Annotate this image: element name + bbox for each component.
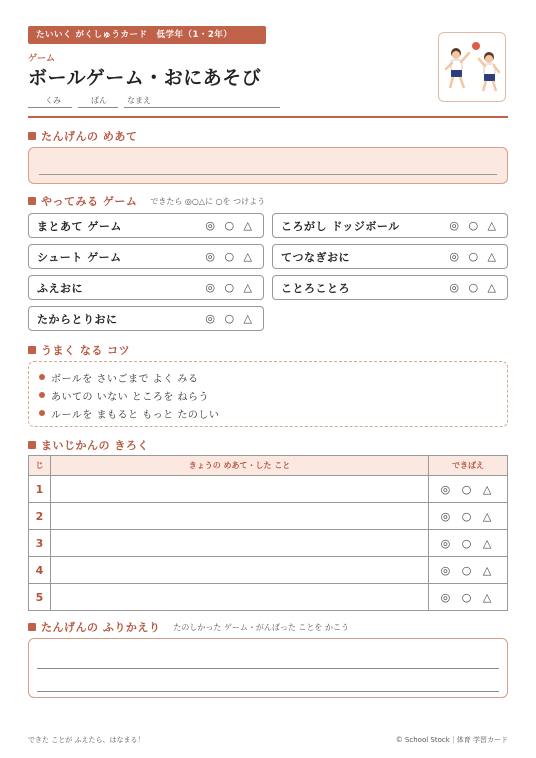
game-name: まとあて ゲーム	[37, 219, 122, 233]
writing-line	[37, 668, 499, 669]
page-title: ボールゲーム・おにあそび	[28, 67, 262, 89]
game-name: シュート ゲーム	[37, 250, 122, 264]
dot-bullet-icon	[39, 392, 45, 398]
game-name: ことろことろ	[281, 281, 350, 295]
tips-box	[28, 361, 508, 427]
footer-message: できた ことが ふえたら、はなまる！	[28, 736, 145, 744]
table-row	[29, 530, 508, 557]
period-number: 3	[29, 530, 51, 557]
class-field[interactable]	[28, 107, 72, 108]
card-type-badge: たいいく がくしゅうカード 低学年（1・2年）	[28, 26, 266, 44]
square-bullet-icon	[28, 441, 36, 449]
square-bullet-icon	[28, 132, 36, 140]
rating-marks[interactable]: ◎ ○ △	[429, 557, 508, 584]
goal-writing-box[interactable]	[28, 147, 508, 184]
tip-text: あいての いない ところを ねらう	[51, 391, 210, 403]
reflection-note: たのしかった ゲーム・がんばった ことを かこう	[173, 622, 349, 632]
table-row	[29, 584, 508, 611]
record-table	[28, 455, 508, 611]
period-number: 4	[29, 557, 51, 584]
game-name: ふえおに	[37, 281, 83, 295]
rating-marks[interactable]: ◎ ○ △	[429, 584, 508, 611]
number-label: ばん	[91, 96, 107, 105]
name-label: なまえ	[127, 96, 151, 105]
goal-cell[interactable]	[51, 584, 429, 611]
footer-copyright: © School Stock｜体育 学習カード	[395, 736, 508, 744]
name-field[interactable]	[124, 107, 280, 108]
tip-item	[39, 404, 497, 422]
table-row	[29, 476, 508, 503]
tip-item	[39, 386, 497, 404]
column-header-result: できばえ	[429, 456, 508, 476]
goal-cell[interactable]	[51, 557, 429, 584]
goal-title: たんげんの めあて	[41, 130, 138, 143]
rating-marks[interactable]: ◎ ○ △	[429, 530, 508, 557]
column-header-goal: きょうの めあて・した こと	[51, 456, 429, 476]
rating-marks[interactable]: ◎ ○ △	[449, 219, 499, 232]
rating-marks[interactable]: ◎ ○ △	[205, 250, 255, 263]
rating-marks[interactable]: ◎ ○ △	[449, 250, 499, 263]
goal-section-heading	[28, 128, 137, 144]
rating-marks[interactable]: ◎ ○ △	[205, 281, 255, 294]
tip-text: ボールを さいごまで よく みる	[51, 373, 199, 385]
square-bullet-icon	[28, 623, 36, 631]
period-number: 2	[29, 503, 51, 530]
writing-line	[37, 691, 499, 692]
game-name: たからとりおに	[37, 312, 118, 326]
game-card	[272, 213, 508, 238]
goal-cell[interactable]	[51, 476, 429, 503]
record-title: まいじかんの きろく	[41, 439, 149, 452]
reflection-title: たんげんの ふりかえり	[41, 621, 161, 634]
rating-marks[interactable]: ◎ ○ △	[205, 219, 255, 232]
game-card	[28, 244, 264, 269]
header-divider	[28, 116, 508, 118]
tips-title: うまく なる コツ	[41, 344, 131, 357]
game-card	[272, 275, 508, 300]
table-row	[29, 557, 508, 584]
writing-line	[39, 174, 497, 175]
rating-marks[interactable]: ◎ ○ △	[429, 503, 508, 530]
square-bullet-icon	[28, 346, 36, 354]
game-card	[28, 213, 264, 238]
reflection-writing-box[interactable]	[28, 638, 508, 698]
dot-bullet-icon	[39, 374, 45, 380]
column-header-period: じ	[29, 456, 51, 476]
dot-bullet-icon	[39, 410, 45, 416]
rating-marks[interactable]: ◎ ○ △	[205, 312, 255, 325]
game-card	[28, 275, 264, 300]
record-section-heading	[28, 437, 149, 453]
kids-playing-ball-illustration	[438, 32, 506, 102]
class-label: くみ	[45, 96, 61, 105]
tips-section-heading	[28, 342, 130, 358]
game-name: ころがし ドッジボール	[281, 219, 400, 233]
games-section-heading	[28, 193, 265, 209]
game-card	[28, 306, 264, 331]
table-row	[29, 503, 508, 530]
goal-cell[interactable]	[51, 530, 429, 557]
number-field[interactable]	[78, 107, 118, 108]
tip-text: ルールを まもると もっと たのしい	[51, 409, 220, 421]
genre-label: ゲーム	[28, 54, 56, 64]
rating-marks[interactable]: ◎ ○ △	[429, 476, 508, 503]
square-bullet-icon	[28, 197, 36, 205]
game-name: てつなぎおに	[281, 250, 350, 264]
table-header-row	[29, 456, 508, 476]
game-card	[272, 244, 508, 269]
reflection-section-heading	[28, 619, 349, 635]
games-title: やってみる ゲーム	[41, 195, 138, 208]
games-note: できたら ◎○△に ○を つけよう	[150, 196, 266, 206]
period-number: 5	[29, 584, 51, 611]
goal-cell[interactable]	[51, 503, 429, 530]
tip-item	[39, 368, 497, 386]
rating-marks[interactable]: ◎ ○ △	[449, 281, 499, 294]
period-number: 1	[29, 476, 51, 503]
